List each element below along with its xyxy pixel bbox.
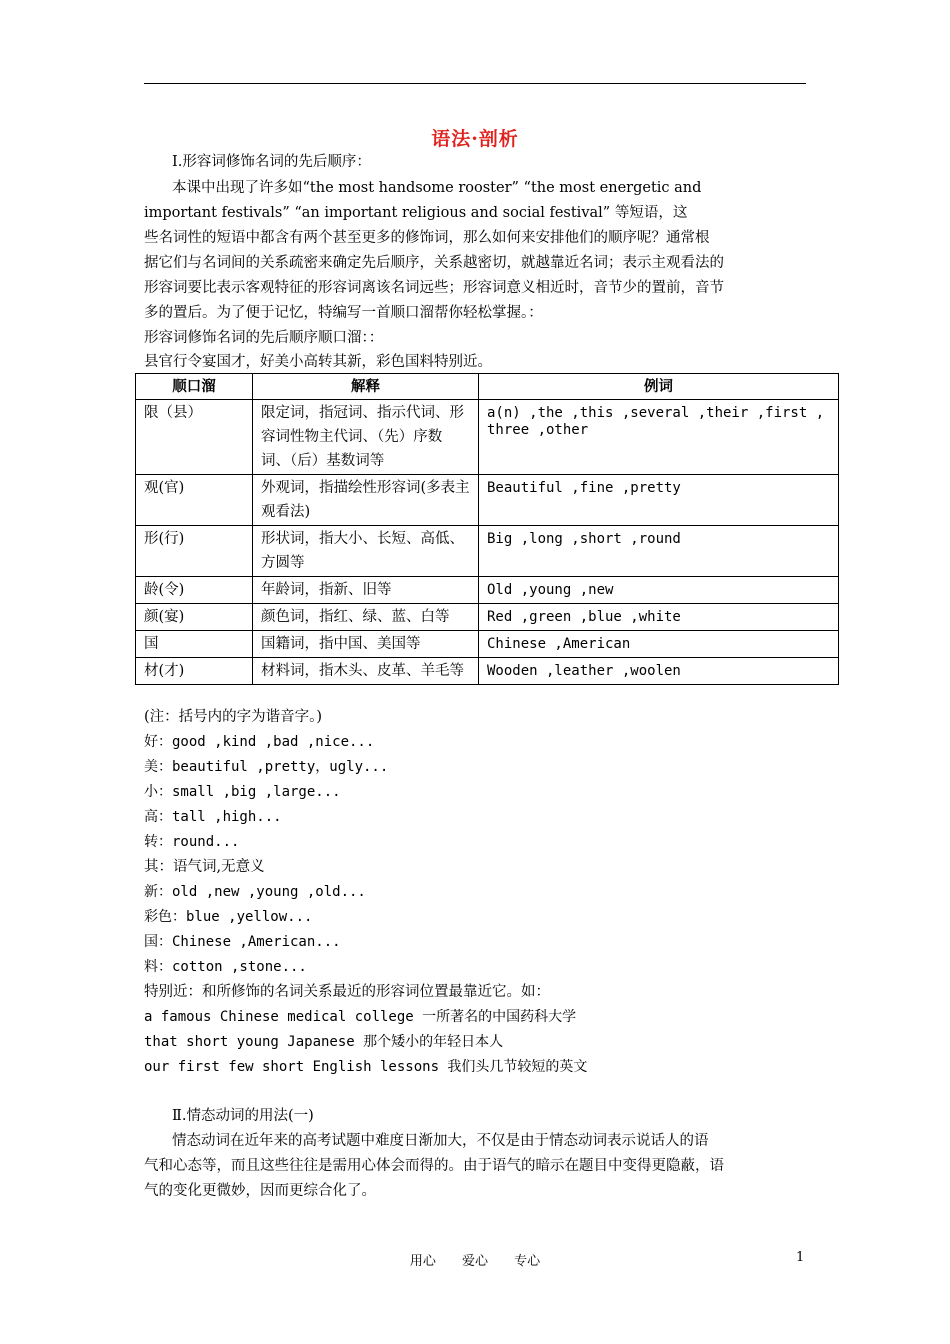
table-cell-examples: Old ,young ,new (479, 577, 839, 604)
table-note: (注：括号内的字为谐音字。) (144, 709, 323, 725)
section2-line: 气和心态等，而且这些往往是需用心体会而得的。由于语气的暗示在题目中变得更隐蔽，语 (144, 1158, 724, 1174)
intro-line: 多的置后。为了便于记忆，特编写一首顺口溜帮你轻松掌握。： (144, 305, 543, 321)
table-header: 顺口溜 (136, 374, 253, 400)
table-cell-key: 观(官) (136, 475, 253, 526)
intro-line: 形容词要比表示客观特征的形容词离该名词远些；形容词意义相近时，音节少的置前，音节 (144, 280, 724, 296)
table-row (136, 577, 839, 604)
section2-line: 情态动词在近年来的高考试题中难度日渐加大，不仅是由于情态动词表示说话人的语 (172, 1133, 709, 1149)
rhyme-text: 县官行令宴国才，好美小高转其新，彩色国料特别近。 (144, 354, 492, 370)
list-item: 其：语气词,无意义 (144, 859, 265, 875)
table-cell-examples: Beautiful ,fine ,pretty (479, 475, 839, 526)
list-item: 转：round... (144, 834, 240, 850)
header-rule (144, 83, 806, 84)
example-phrase: a famous Chinese medical college 一所著名的中国药科大学 (144, 1009, 577, 1025)
table-cell-examples: Wooden ,leather ,woolen (479, 658, 839, 685)
table-cell-explain: 年龄词，指新、旧等 (253, 577, 479, 604)
section2-heading: Ⅱ.情态动词的用法(一) (172, 1108, 314, 1124)
list-item: 高：tall ,high... (144, 809, 282, 825)
list-item: 彩色：blue ,yellow... (144, 909, 313, 925)
intro-line: 据它们与名词间的关系疏密来确定先后顺序，关系越密切，就越靠近名词；表示主观看法的 (144, 255, 724, 271)
page-number: 1 (796, 1250, 805, 1265)
table-cell-key: 国 (136, 631, 253, 658)
table-header: 解释 (253, 374, 479, 400)
list-item: 小：small ,big ,large... (144, 784, 341, 800)
intro-line: 些名词性的短语中都含有两个甚至更多的修饰词，那么如何来安排他们的顺序呢？通常根 (144, 230, 710, 246)
page-footer: 用心 爱心 专心 (409, 1254, 541, 1269)
table-cell-key: 形(行) (136, 526, 253, 577)
list-item: 特别近：和所修饰的名词关系最近的形容词位置最靠近它。如： (144, 984, 550, 1000)
table-row (136, 604, 839, 631)
list-item: 新：old ,new ,young ,old... (144, 884, 366, 900)
table-cell-explain: 国籍词，指中国、美国等 (253, 631, 479, 658)
section1-heading: Ⅰ.形容词修饰名词的先后顺序： (172, 154, 371, 170)
intro-line: 本课中出现了许多如“the most handsome rooster” “the most energetic and (172, 180, 702, 196)
table-cell-explain: 外观词，指描绘性形容词(多表主观看法) (253, 475, 479, 526)
table-row (136, 400, 839, 475)
table-cell-key: 龄(令) (136, 577, 253, 604)
example-phrase: that short young Japanese 那个矮小的年轻日本人 (144, 1034, 504, 1050)
list-item: 好：good ,kind ,bad ,nice... (144, 734, 375, 750)
table-row (136, 631, 839, 658)
table-cell-explain: 形状词，指大小、长短、高低、方圆等 (253, 526, 479, 577)
rhyme-heading: 形容词修饰名词的先后顺序顺口溜：： (144, 330, 384, 346)
intro-line: important festivals” “an important religious and social festival” 等短语，这 (144, 205, 688, 221)
table-cell-key: 材(才) (136, 658, 253, 685)
table-cell-explain: 颜色词，指红、绿、蓝、白等 (253, 604, 479, 631)
table-row (136, 526, 839, 577)
table-row (136, 475, 839, 526)
page-title: 语法·剖析 (431, 128, 519, 150)
list-item: 料：cotton ,stone... (144, 959, 307, 975)
table-cell-explain: 限定词，指冠词、指示代词、形容词性物主代词、（先）序数词、（后）基数词等 (253, 400, 479, 475)
table-cell-examples: a(n) ,the ,this ,several ,their ,first ,three ,other (479, 400, 839, 475)
table-header: 例词 (479, 374, 839, 400)
table-row (136, 658, 839, 685)
example-phrase: our first few short English lessons 我们头几节较短的英文 (144, 1059, 588, 1075)
table-cell-examples: Big ,long ,short ,round (479, 526, 839, 577)
table-header-row (136, 374, 839, 400)
adjective-order-table (135, 373, 839, 685)
table-cell-key: 限（县） (136, 400, 253, 475)
table-cell-examples: Red ,green ,blue ,white (479, 604, 839, 631)
list-item: 国：Chinese ,American... (144, 934, 341, 950)
table-cell-key: 颜(宴) (136, 604, 253, 631)
section2-line: 气的变化更微妙，因而更综合化了。 (144, 1183, 376, 1199)
table-cell-examples: Chinese ,American (479, 631, 839, 658)
list-item: 美：beautiful ,pretty，ugly... (144, 759, 389, 775)
table-cell-explain: 材料词，指木头、皮革、羊毛等 (253, 658, 479, 685)
